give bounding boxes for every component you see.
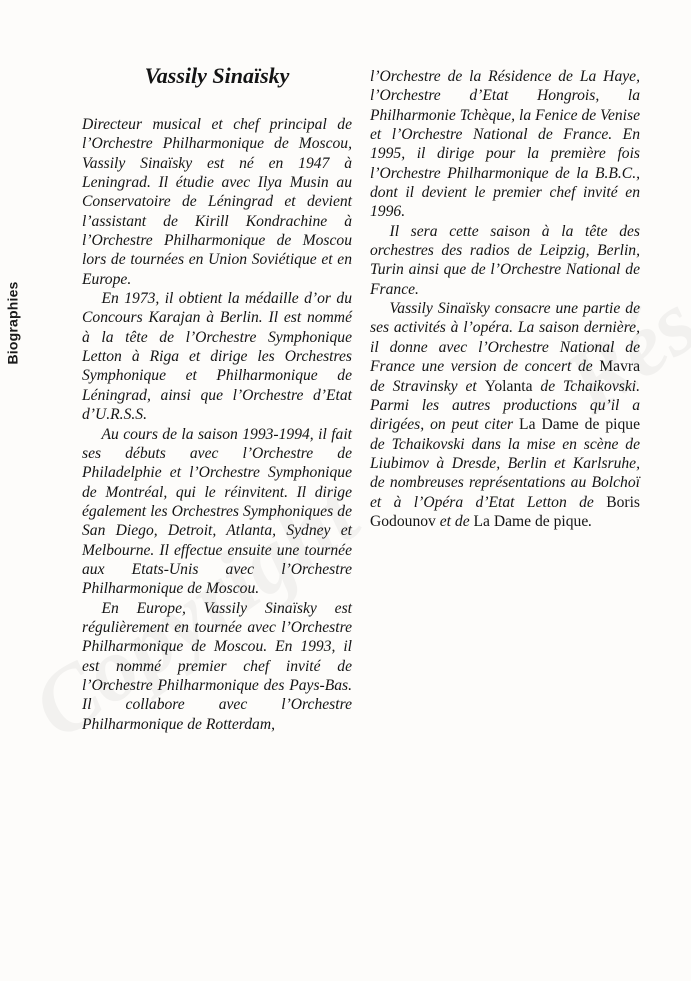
bio-text: et de [435,512,474,530]
bio-paragraph-7 [370,299,640,531]
bio-paragraph-4: En Europe, Vassily Sinaïsky est régulièrement en tournée avec l’Orchestre Philharmonique de Moscou. En 1993, il est nommé premier chef invité de l’Orchestre Philharmonique des Pays-Bas. Il collabore avec l’Orchestre Philharmonique de Rotterdam, [82,599,352,733]
bio-text: de Tchaikovski dans la mise en scène de Liubimov à Dresde, Berlin et Karlsruhe, de nombreuses représentations au Bolchoï et à l’Opéra d’Etat Letton de [370,435,640,511]
work-title-boris-godounov: Boris Godounov [370,493,640,530]
bio-text: . [588,512,593,530]
section-tab-label: Biographies [5,281,22,365]
work-title-dame-de-pique: La Dame de pique [519,416,640,434]
work-title-yolanta: Yolanta [484,377,533,395]
bio-paragraph-1: Directeur musical et chef principal de l’Orchestre Philharmonique de Moscou, Vassily Sinaïsky est né en 1947 à Leningrad. Il étudie avec Ilya Musin au Conservatoire de Léningrad et devient l’assistant de Kirill Kondrachine à l’Orchestre Philharmonique de Moscou lors de tournées en Union Soviétique et en Europe. [82,116,352,288]
bio-paragraph-5: l’Orchestre de la Résidence de La Haye, l’Orchestre d’Etat Hongrois, la Philharmonie Tchèque, la Fenice de Venise et l’Orchestre National de France. En 1995, il dirige pour la première fois l’Orchestre Philharmonique de la B.B.C., dont il devient le premier chef invité en 1996. [370,68,640,221]
bio-text: de Stravinsky et [370,377,485,395]
page-title: Vassily Sinaïsky [144,63,290,88]
work-title-dame-de-pique-2: La Dame de pique [473,512,589,530]
biography-column-left [82,115,352,734]
bio-text: de Tchaikovski. Parmi les autres productions qu’il a dirigées, on peut citer [370,377,641,434]
bio-text: Vassily Sinaïsky consacre une partie de ses activités à l’opéra. La saison dernière, il donne avec l’Orchestre National de France une version de concert de [370,300,640,376]
biography-column-right [370,67,640,531]
work-title-mavra: Mavra [599,358,640,376]
bio-paragraph-6: Il sera cette saison à la tête des orchestres des radios de Leipzig, Berlin, Turin ainsi que de l’Orchestre National de France. [370,222,640,298]
section-tab [2,268,24,378]
bio-paragraph-2: En 1973, il obtient la médaille d’or du Concours Karajan à Berlin. Il est nommé à la tête de l’Orchestre Symphonique Letton à Riga et dirige les Orchestres Symphonique et Philharmonique de Léningrad, ainsi que l’Orchestre d’Etat d’U.R.S.S. [82,290,352,424]
bio-paragraph-3: Au cours de la saison 1993-1994, il fait ses débuts avec l’Orchestre de Philadelphie et l’Orchestre Symphonique de Montréal, qui le réinvitent. Il dirige également les Orchestres Symphoniques de San Diego, Detroit, Atlanta, Sydney et Melbourne. Il effectue ensuite une tournée aux Etats-Unis avec l’Orchestre Philharmonique de Moscou. [82,425,352,598]
